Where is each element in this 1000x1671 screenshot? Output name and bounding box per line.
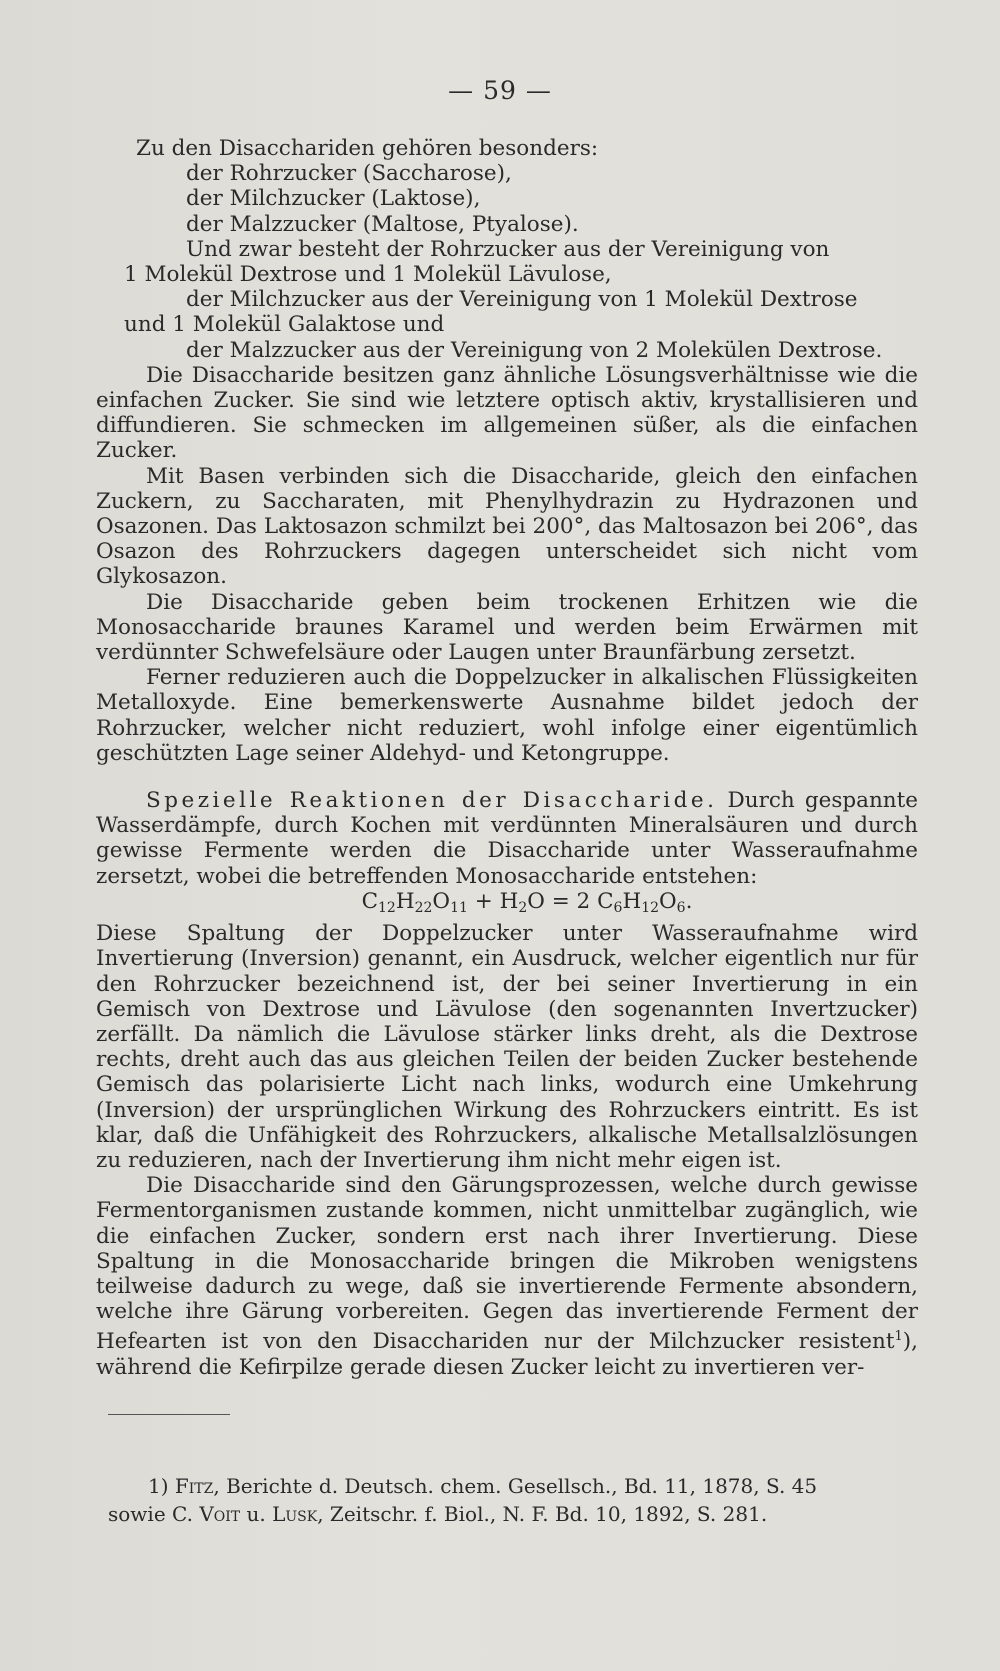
page-body	[96, 136, 918, 1380]
intro-item: der Malzzucker (Maltose, Ptyalose).	[186, 211, 579, 237]
paragraph: Diese Spaltung der Doppelzucker unter Wasseraufnahme wird Invertierung (Inversion) genannt, ein Ausdruck, welcher eigentlich nur für den Rohrzucker bezeichnend ist, der bei seiner Invertierung in ein Gemisch von Dextrose und Lävulose (den sogenannten Invertzucker) zerfällt. Da nämlich die Lävulose stärker links dreht, als die Dextrose rechts, dreht auch das aus gleichen Teilen der beiden Zucker bestehende Gemisch das polarisierte Licht nach links, wodurch eine Umkehrung (Inversion) der ursprünglichen Wirkung des Rohrzuckers eintritt. Es ist klar, daß die Unfähigkeit des Rohrzuckers, alkalische Metallsalzlösungen zu reduzieren, nach der Invertierung ihm nicht mehr eigen ist.	[96, 921, 918, 1173]
paragraph: Die Disaccharide besitzen ganz ähnliche Lösungsverhältnisse wie die einfachen Zucker. Sie sind wie letztere optisch aktiv, krystallisieren und diffundieren. Sie schmecken im allgemeinen süßer, als die einfachen Zucker.	[96, 362, 918, 464]
reactions-paragraph	[96, 788, 918, 889]
paragraph: Ferner reduzieren auch die Doppelzucker in alkalischen Flüssigkeiten Metalloxyde. Eine bemerkenswerte Ausnahme bildet jedoch der Rohrzucker, welcher nicht reduziert, wohl infolge einer eigentümlich geschützten Lage seiner Aldehyd- und Ketongruppe.	[96, 665, 918, 766]
section-gap	[96, 766, 918, 788]
intro-item: der Milchzucker (Laktose),	[186, 186, 481, 212]
paragraph: Die Disaccharide geben beim trockenen Erhitzen wie die Monosaccharide braunes Karamel und werden beim Erwärmen mit verdünnter Schwefelsäure oder Laugen unter Braunfärbung zersetzt.	[96, 589, 918, 666]
reactions-text: Durch gespannte Wasserdämpfe, durch Kochen mit verdünnten Mineralsäuren und durch gewisse Fermente werden die Disaccharide unter Wasseraufnahme zersetzt, wobei die betreffenden Monosaccharide entstehen:	[96, 788, 918, 889]
composition-line: Und zwar besteht der Rohrzucker aus der Vereinigung von	[186, 236, 830, 262]
intro-heading: Zu den Disacchariden gehören besonders:	[136, 136, 599, 161]
page-number: — 59 —	[448, 76, 552, 105]
footnote-marker: 1	[894, 1329, 903, 1345]
paragraph: Mit Basen verbinden sich die Disaccharide, gleich den einfachen Zuckern, zu Saccharaten, mit Phenylhydrazin zu Hydrazonen und Osazonen. Das Laktosazon schmilzt bei 200°, das Maltosazon bei 206°, das Osazon des Rohrzuckers dagegen unterscheidet sich nicht vom Glykosazon.	[96, 463, 918, 590]
composition-line: 1 Molekül Dextrose und 1 Molekül Lävulose,	[124, 262, 612, 288]
composition-line: der Malzzucker aus der Vereinigung von 2 Molekülen Dextrose.	[186, 337, 883, 363]
composition-line: und 1 Molekül Galaktose und	[124, 312, 445, 338]
footnote-rule	[108, 1414, 230, 1415]
composition-line: der Milchzucker aus der Vereinigung von 1 Molekül Dextrose	[186, 287, 858, 313]
footnotes	[108, 1472, 928, 1528]
footnote-line: sowie C. Voit u. Lusk, Zeitschr. f. Biol., N. F. Bd. 10, 1892, S. 281.	[108, 1502, 768, 1526]
section-heading: Spezielle Reaktionen der Disaccharide.	[146, 788, 718, 814]
chemical-formula: $C_{12}H_{22}O_{11} + H_2O = 2$ $C_6H_{12}O_6$.	[361, 888, 693, 916]
footnote-line: 1) Fitz, Berichte d. Deutsch. chem. Gesellsch., Bd. 11, 1878, S. 45	[148, 1474, 818, 1498]
paragraph: Die Disaccharide sind den Gärungsprozessen, welche durch gewisse Fermentorganismen zustande kommen, nicht unmittelbar zugänglich, wie die einfachen Zucker, sondern erst nach ihrer Invertierung. Diese Spaltung in die Monosaccharide bringen die Mikroben wenigstens teilweise dadurch zu wege, daß sie invertierende Fermente absondern, welche ihre Gärung vorbereiten. Gegen das invertierende Ferment der Hefearten ist von den Disacchariden nur der Milchzucker resistent$^1$), während die Kefirpilze gerade diesen Zucker leicht zu invertieren ver-	[96, 1173, 918, 1380]
intro-item: der Rohrzucker (Saccharose),	[186, 161, 512, 187]
